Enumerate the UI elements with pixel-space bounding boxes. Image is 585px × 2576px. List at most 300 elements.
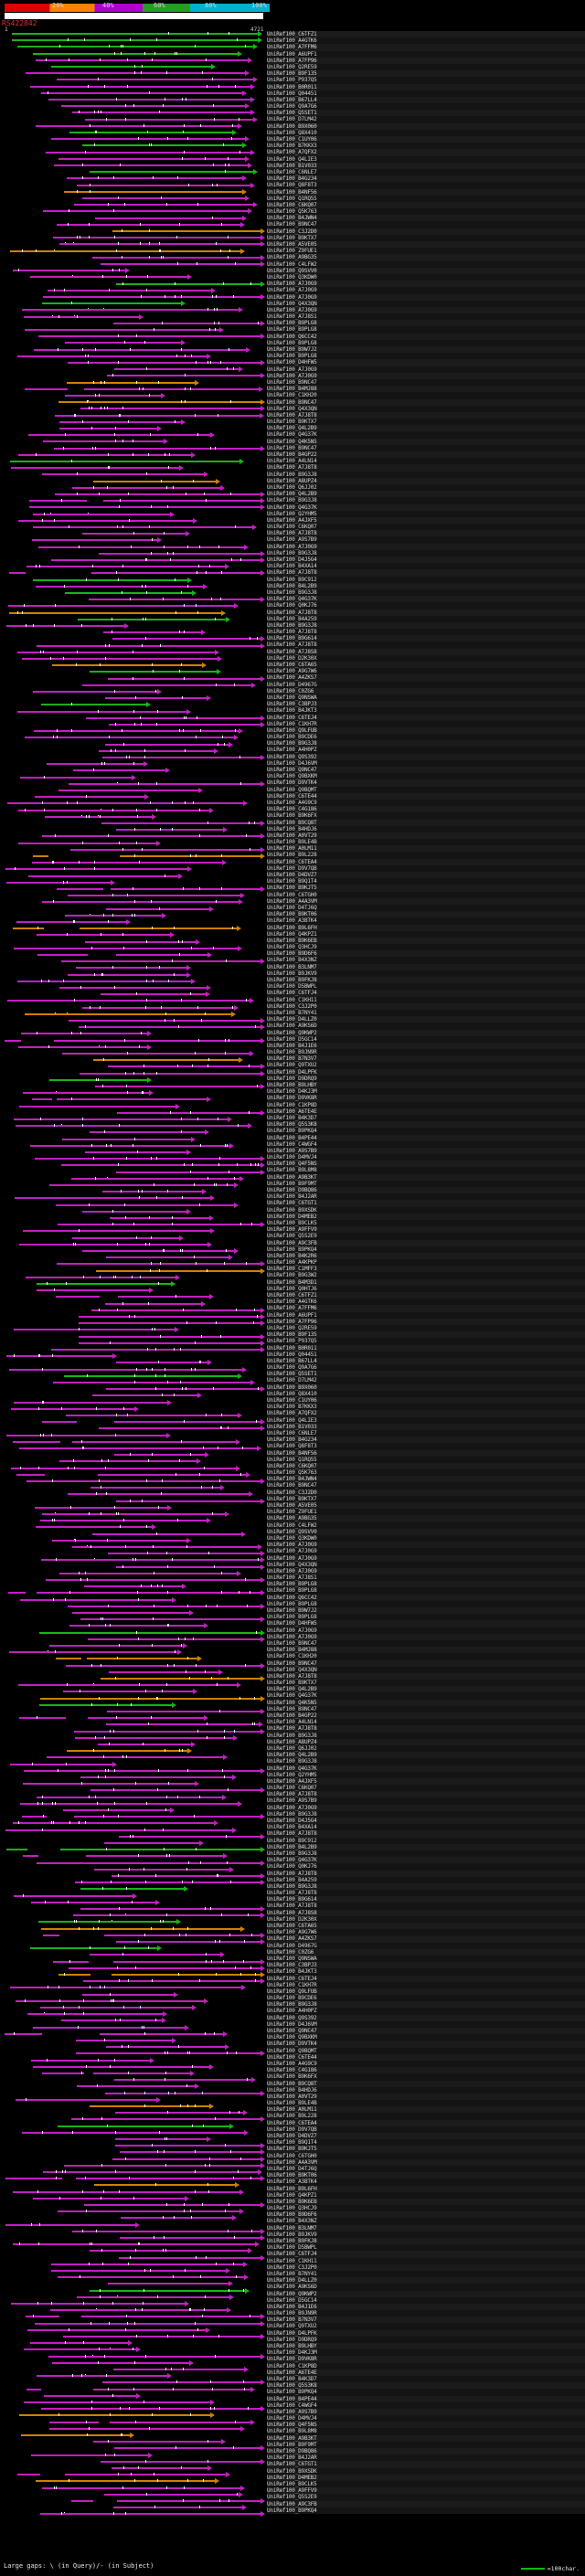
hit-segment[interactable] xyxy=(112,2467,208,2469)
hit-segment[interactable] xyxy=(58,790,198,791)
subject-id-label[interactable]: UniRef100_B4XA14 xyxy=(267,1824,585,1830)
hit-segment[interactable] xyxy=(46,152,250,154)
subject-id-label[interactable]: UniRef100_A7FP96 xyxy=(267,1319,585,1325)
hit-segment[interactable] xyxy=(109,1671,218,1673)
subject-id-label[interactable]: UniRef100_Q9LFUB xyxy=(267,1988,585,1995)
hit-segment[interactable] xyxy=(25,388,69,390)
subject-id-label[interactable]: UniRef100_Q4L2B9 xyxy=(267,491,585,497)
hit-segment[interactable] xyxy=(75,730,239,732)
subject-id-label[interactable]: UniRef100_A9C3FB xyxy=(267,2501,585,2507)
subject-id-label[interactable]: UniRef100_Q9BXKM xyxy=(267,773,585,779)
hit-segment[interactable] xyxy=(58,158,245,160)
subject-id-label[interactable]: UniRef100_A3BTK4 xyxy=(267,2178,585,2185)
subject-id-label[interactable]: UniRef100_A9S7B9 xyxy=(267,2409,585,2415)
subject-id-label[interactable]: UniRef100_B9LHBY xyxy=(267,1082,585,1088)
hit-segment[interactable] xyxy=(108,1553,261,1554)
subject-id-label[interactable]: UniRef100_B4NF56 xyxy=(267,189,585,196)
hit-segment[interactable] xyxy=(59,421,181,423)
subject-id-label[interactable]: UniRef100_D9BQ86 xyxy=(267,2448,585,2454)
hit-segment[interactable] xyxy=(61,105,245,107)
hit-segment[interactable] xyxy=(79,1316,97,1318)
hit-segment[interactable] xyxy=(44,2395,136,2397)
hit-segment[interactable] xyxy=(116,283,261,285)
subject-id-label[interactable]: UniRef100_Q6JJ02 xyxy=(267,1745,585,1752)
subject-id-label[interactable]: UniRef100_Z9FUE1 xyxy=(267,248,585,254)
subject-id-label[interactable]: UniRef100_D9VTK4 xyxy=(267,779,585,786)
hit-segment[interactable] xyxy=(42,2072,84,2074)
subject-id-label[interactable]: UniRef100_C3J2D0 xyxy=(267,1489,585,1496)
subject-id-label[interactable]: UniRef100_Q9TXU2 xyxy=(267,1062,585,1068)
hit-segment[interactable] xyxy=(70,849,261,851)
hit-segment[interactable] xyxy=(82,684,251,686)
subject-id-label[interactable]: UniRef100_A4H0PZ xyxy=(267,747,585,753)
hit-segment[interactable] xyxy=(105,697,207,699)
hit-segment[interactable] xyxy=(97,1316,261,1318)
hit-segment[interactable] xyxy=(36,125,238,127)
subject-id-label[interactable]: UniRef100_C6TGH0 xyxy=(267,892,585,898)
subject-id-label[interactable]: UniRef100_B9G3J8 xyxy=(267,1850,585,1857)
subject-id-label[interactable]: UniRef100_A7J8T8 xyxy=(267,1673,585,1680)
subject-id-label[interactable]: UniRef100_Q8F8T3 xyxy=(267,1443,585,1449)
hit-segment[interactable] xyxy=(19,2414,210,2416)
hit-segment[interactable] xyxy=(72,2231,261,2232)
subject-id-label[interactable]: UniRef100_C6TE44 xyxy=(267,2054,585,2061)
subject-id-label[interactable]: UniRef100_B9FKJ8 xyxy=(267,977,585,983)
subject-id-label[interactable]: UniRef100_C4G186 xyxy=(267,2067,585,2073)
subject-id-label[interactable]: UniRef100_Q8X410 xyxy=(267,1391,585,1397)
hit-segment[interactable] xyxy=(63,1691,192,1692)
subject-id-label[interactable]: UniRef100_B4G234 xyxy=(267,175,585,182)
hit-segment[interactable] xyxy=(13,1441,60,1443)
subject-id-label[interactable]: UniRef100_A4GTK6 xyxy=(267,37,585,44)
hit-segment[interactable] xyxy=(120,2151,261,2153)
hit-segment[interactable] xyxy=(31,2454,147,2456)
hit-segment[interactable] xyxy=(116,1731,261,1733)
subject-id-label[interactable]: UniRef100_A7J8T8 xyxy=(267,464,585,471)
hit-segment[interactable] xyxy=(93,2072,189,2074)
subject-id-label[interactable]: UniRef100_A7QFX2 xyxy=(267,1410,585,1416)
subject-id-label[interactable]: UniRef100_A3BTK4 xyxy=(267,917,585,924)
hit-segment[interactable] xyxy=(92,257,261,259)
hit-segment[interactable] xyxy=(57,224,240,226)
subject-id-label[interactable]: UniRef100_A4LN14 xyxy=(267,1719,585,1725)
subject-id-label[interactable]: UniRef100_C6TEJ4 xyxy=(267,715,585,721)
hit-segment[interactable] xyxy=(37,1862,86,1864)
hit-segment[interactable] xyxy=(16,921,126,923)
hit-segment[interactable] xyxy=(45,816,152,818)
hit-segment[interactable] xyxy=(51,559,261,561)
hit-segment[interactable] xyxy=(21,1033,146,1034)
hit-segment[interactable] xyxy=(39,1632,261,1634)
hit-segment[interactable] xyxy=(80,928,237,929)
hit-segment[interactable] xyxy=(75,1882,261,1883)
hit-segment[interactable] xyxy=(83,1980,261,1982)
hit-segment[interactable] xyxy=(10,1764,112,1765)
hit-segment[interactable] xyxy=(42,835,261,837)
hit-segment[interactable] xyxy=(16,2099,156,2101)
hit-segment[interactable] xyxy=(33,2027,185,2029)
subject-id-label[interactable]: UniRef100_B9L6FH xyxy=(267,925,585,931)
subject-id-label[interactable]: UniRef100_B7N3V7 xyxy=(267,1055,585,1062)
hit-segment[interactable] xyxy=(55,415,260,417)
hit-segment[interactable] xyxy=(112,1875,261,1877)
hit-segment[interactable] xyxy=(24,316,139,318)
subject-id-label[interactable]: UniRef100_B9PKQ4 xyxy=(267,1128,585,1134)
hit-segment[interactable] xyxy=(88,2165,261,2167)
hit-segment[interactable] xyxy=(33,2198,185,2200)
hit-segment[interactable] xyxy=(79,1336,261,1338)
hit-segment[interactable] xyxy=(21,2434,131,2436)
hit-segment[interactable] xyxy=(92,1533,242,1535)
subject-id-label[interactable]: UniRef100_Q4K5N5 xyxy=(267,1700,585,1706)
subject-id-label[interactable]: UniRef100_A9BG35 xyxy=(267,1515,585,1521)
hit-segment[interactable] xyxy=(43,1928,241,1930)
subject-id-label[interactable]: UniRef100_D4KJ3M xyxy=(267,1088,585,1095)
subject-id-label[interactable]: UniRef100_D9BQ86 xyxy=(267,1187,585,1193)
subject-id-label[interactable]: UniRef100_B9F135 xyxy=(267,1331,585,1338)
hit-segment[interactable] xyxy=(80,1776,232,1778)
hit-segment[interactable] xyxy=(51,138,245,140)
hit-segment[interactable] xyxy=(65,2474,226,2475)
hit-segment[interactable] xyxy=(18,1684,238,1686)
subject-id-label[interactable]: UniRef100_A7J8S1 xyxy=(267,313,585,320)
hit-segment[interactable] xyxy=(53,1382,250,1383)
hit-segment[interactable] xyxy=(33,526,253,528)
subject-id-label[interactable]: UniRef100_B7N3V7 xyxy=(267,2316,585,2323)
hit-segment[interactable] xyxy=(114,2447,261,2449)
hit-segment[interactable] xyxy=(38,1921,177,1923)
hit-segment[interactable] xyxy=(113,2507,242,2508)
subject-id-label[interactable]: UniRef100_A4ZKS7 xyxy=(267,674,585,681)
subject-id-label[interactable]: UniRef100_C1KH11 xyxy=(267,997,585,1003)
subject-id-label[interactable]: UniRef100_B9L8M8 xyxy=(267,1167,585,1173)
hit-segment[interactable] xyxy=(56,1296,100,1298)
subject-id-label[interactable]: UniRef100_B4XA14 xyxy=(267,563,585,569)
subject-id-label[interactable]: UniRef100_B9D6F6 xyxy=(267,2211,585,2218)
hit-segment[interactable] xyxy=(76,2040,172,2041)
hit-segment[interactable] xyxy=(41,2013,162,2015)
hit-segment[interactable] xyxy=(90,2105,209,2107)
hit-segment[interactable] xyxy=(12,39,258,41)
hit-segment[interactable] xyxy=(28,875,177,877)
subject-id-label[interactable]: UniRef100_D4J5G4 xyxy=(267,557,585,563)
subject-id-label[interactable]: UniRef100_A0LM11 xyxy=(267,2106,585,2113)
hit-segment[interactable] xyxy=(13,2191,239,2193)
subject-id-label[interactable]: UniRef100_C6TGH0 xyxy=(267,2153,585,2159)
subject-id-label[interactable]: UniRef100_D4HFW5 xyxy=(267,359,585,366)
subject-id-label[interactable]: UniRef100_D4967G xyxy=(267,682,585,688)
hit-segment[interactable] xyxy=(112,638,261,640)
hit-segment[interactable] xyxy=(68,974,186,976)
subject-id-label[interactable]: UniRef100_Q9SVV0 xyxy=(267,268,585,274)
hit-segment[interactable] xyxy=(59,1460,197,1462)
subject-id-label[interactable]: UniRef100_B9L8M8 xyxy=(267,2428,585,2434)
subject-id-label[interactable]: UniRef100_Q4G37K xyxy=(267,1857,585,1863)
subject-id-label[interactable]: UniRef100_Q6CC42 xyxy=(267,334,585,340)
hit-segment[interactable] xyxy=(38,335,261,337)
subject-id-label[interactable]: UniRef100_C6TFZ1 xyxy=(267,1292,585,1299)
subject-id-label[interactable]: UniRef100_A7J8T8 xyxy=(267,610,585,616)
hit-segment[interactable] xyxy=(41,1559,261,1561)
hit-segment[interactable] xyxy=(74,1816,261,1818)
subject-id-label[interactable]: UniRef100_B9KTX7 xyxy=(267,235,585,241)
hit-segment[interactable] xyxy=(11,1468,235,1469)
hit-segment[interactable] xyxy=(83,566,225,567)
subject-id-label[interactable]: UniRef100_D4HFW5 xyxy=(267,1620,585,1627)
hit-segment[interactable] xyxy=(27,2329,206,2331)
subject-id-label[interactable]: UniRef100_B9PKQ4 xyxy=(267,1246,585,1253)
hit-segment[interactable] xyxy=(14,1329,175,1330)
subject-id-label[interactable]: UniRef100_Q4X3QN xyxy=(267,301,585,307)
subject-id-label[interactable]: UniRef100_Q0KJ76 xyxy=(267,602,585,609)
hit-segment[interactable] xyxy=(47,1013,231,1015)
subject-id-label[interactable]: UniRef100_A7J0G9 xyxy=(267,1805,585,1811)
subject-id-label[interactable]: UniRef100_A4G9C9 xyxy=(267,800,585,806)
hit-segment[interactable] xyxy=(10,250,240,252)
subject-id-label[interactable]: UniRef100_D5BWPL xyxy=(267,983,585,990)
hit-segment[interactable] xyxy=(23,1855,37,1857)
subject-id-label[interactable]: UniRef100_A7J0G9 xyxy=(267,373,585,379)
subject-id-label[interactable]: UniRef100_D9VTK4 xyxy=(267,2041,585,2047)
hit-segment[interactable] xyxy=(119,2257,261,2259)
hit-segment[interactable] xyxy=(72,401,261,403)
hit-segment[interactable] xyxy=(68,362,261,364)
hit-segment[interactable] xyxy=(98,1744,190,1745)
hit-segment[interactable] xyxy=(48,2356,261,2358)
subject-id-label[interactable]: UniRef100_B9JKV9 xyxy=(267,970,585,977)
subject-id-label[interactable]: UniRef100_P937Q5 xyxy=(267,1338,585,1344)
hit-segment[interactable] xyxy=(58,1974,90,1976)
hit-segment[interactable] xyxy=(64,191,242,193)
hit-segment[interactable] xyxy=(73,769,165,771)
hit-segment[interactable] xyxy=(109,724,261,726)
subject-id-label[interactable]: UniRef100_A8UPZ4 xyxy=(267,478,585,484)
hit-segment[interactable] xyxy=(82,144,242,146)
subject-id-label[interactable]: UniRef100_A4A3VM xyxy=(267,898,585,905)
subject-id-label[interactable]: UniRef100_B1V033 xyxy=(267,1424,585,1430)
hit-segment[interactable] xyxy=(116,1171,261,1173)
hit-segment[interactable] xyxy=(99,1427,261,1429)
subject-id-label[interactable]: UniRef100_B9K6EB xyxy=(267,2199,585,2205)
subject-id-label[interactable]: UniRef100_B9NC47 xyxy=(267,445,585,451)
subject-id-label[interactable]: UniRef100_B4L2B9 xyxy=(267,1844,585,1850)
subject-id-label[interactable]: UniRef100_B9LE4B xyxy=(267,2100,585,2106)
hit-segment[interactable] xyxy=(51,2263,243,2265)
hit-segment[interactable] xyxy=(113,323,261,324)
subject-id-label[interactable]: UniRef100_B9PLG8 xyxy=(267,1614,585,1620)
subject-id-label[interactable]: UniRef100_Q6JJ02 xyxy=(267,484,585,491)
hit-segment[interactable] xyxy=(84,1585,182,1587)
hit-segment[interactable] xyxy=(116,829,222,831)
hit-segment[interactable] xyxy=(106,1723,259,1725)
subject-id-label[interactable]: UniRef100_B67LL4 xyxy=(267,1358,585,1364)
hit-segment[interactable] xyxy=(53,237,261,239)
hit-segment[interactable] xyxy=(112,1974,261,1976)
subject-id-label[interactable]: UniRef100_B9Q1T4 xyxy=(267,878,585,885)
hit-segment[interactable] xyxy=(30,1947,157,1949)
subject-id-label[interactable]: UniRef100_A7J8S8 xyxy=(267,1910,585,1916)
subject-id-label[interactable]: UniRef100_A7J8T8 xyxy=(267,569,585,576)
subject-id-label[interactable]: UniRef100_Q9NC47 xyxy=(267,767,585,773)
hit-segment[interactable] xyxy=(30,2342,128,2344)
hit-segment[interactable] xyxy=(57,1540,186,1542)
hit-segment[interactable] xyxy=(94,1869,229,1871)
hit-segment[interactable] xyxy=(62,1139,191,1140)
subject-id-label[interactable]: UniRef100_B4MJ88 xyxy=(267,1647,585,1653)
hit-segment[interactable] xyxy=(54,1040,261,1042)
hit-segment[interactable] xyxy=(72,1441,236,1443)
subject-id-label[interactable]: UniRef100_A5VE05 xyxy=(267,241,585,248)
subject-id-label[interactable]: UniRef100_A9S7B9 xyxy=(267,1797,585,1804)
subject-id-label[interactable]: UniRef100_Q9NC47 xyxy=(267,2028,585,2034)
subject-id-label[interactable]: UniRef100_B0R011 xyxy=(267,1345,585,1352)
hit-segment[interactable] xyxy=(48,290,211,292)
subject-id-label[interactable]: UniRef100_Q0KJ76 xyxy=(267,1863,585,1870)
subject-id-label[interactable]: UniRef100_A7J8T8 xyxy=(267,1903,585,1909)
hit-segment[interactable] xyxy=(71,2500,92,2502)
hit-segment[interactable] xyxy=(13,270,125,271)
hit-segment[interactable] xyxy=(94,2184,235,2186)
hit-segment[interactable] xyxy=(57,888,103,890)
hit-segment[interactable] xyxy=(72,1237,179,1239)
subject-id-label[interactable]: UniRef100_C6KQ07 xyxy=(267,202,585,208)
subject-id-label[interactable]: UniRef100_A4LN14 xyxy=(267,458,585,464)
hit-segment[interactable] xyxy=(63,1809,170,1811)
subject-id-label[interactable]: UniRef100_Q4G37K xyxy=(267,1692,585,1699)
hit-segment[interactable] xyxy=(112,2158,261,2160)
subject-id-label[interactable]: UniRef100_Q9TXU2 xyxy=(267,2323,585,2329)
subject-id-label[interactable]: UniRef100_Q5S2E9 xyxy=(267,1233,585,1239)
subject-id-label[interactable]: UniRef100_B9Q1T4 xyxy=(267,2139,585,2146)
hit-segment[interactable] xyxy=(80,1073,261,1075)
hit-segment[interactable] xyxy=(90,1131,205,1133)
subject-id-label[interactable]: UniRef100_C4WGF4 xyxy=(267,1141,585,1148)
hit-segment[interactable] xyxy=(61,960,261,962)
hit-segment[interactable] xyxy=(6,882,111,884)
subject-id-label[interactable]: UniRef100_A4KPKP xyxy=(267,1259,585,1266)
subject-id-label[interactable]: UniRef100_B9XSDK xyxy=(267,2468,585,2475)
subject-id-label[interactable]: UniRef100_C3J2D0 xyxy=(267,228,585,235)
subject-id-label[interactable]: UniRef100_A4ZKS7 xyxy=(267,1935,585,1942)
subject-id-label[interactable]: UniRef100_D5GC14 xyxy=(267,1036,585,1043)
hit-segment[interactable] xyxy=(108,1065,261,1067)
hit-segment[interactable] xyxy=(9,572,26,574)
hit-segment[interactable] xyxy=(106,2046,225,2048)
subject-id-label[interactable]: UniRef100_B4A259 xyxy=(267,616,585,622)
subject-id-label[interactable]: UniRef100_D9DRQ9 xyxy=(267,2337,585,2343)
subject-id-label[interactable]: UniRef100_B4JWN4 xyxy=(267,1476,585,1482)
hit-segment[interactable] xyxy=(78,2296,229,2298)
subject-id-label[interactable]: UniRef100_C6TA65 xyxy=(267,1923,585,1929)
hit-segment[interactable] xyxy=(120,2237,261,2239)
subject-id-label[interactable]: UniRef100_B9JN9R xyxy=(267,1049,585,1055)
subject-id-label[interactable]: UniRef100_A7J8T8 xyxy=(267,1725,585,1732)
hit-segment[interactable] xyxy=(6,1355,112,1357)
subject-id-label[interactable]: UniRef100_A7J8T8 xyxy=(267,1791,585,1797)
subject-id-label[interactable]: UniRef100_A9B3KT xyxy=(267,2435,585,2442)
hit-segment[interactable] xyxy=(17,652,216,653)
subject-id-label[interactable]: UniRef100_B4PE44 xyxy=(267,1135,585,1141)
hit-segment[interactable] xyxy=(33,53,238,55)
subject-id-label[interactable]: UniRef100_B4PE44 xyxy=(267,2396,585,2402)
subject-id-label[interactable]: UniRef100_Q5SET1 xyxy=(267,110,585,116)
subject-id-label[interactable]: UniRef100_B9W7J2 xyxy=(267,346,585,353)
subject-id-label[interactable]: UniRef100_Q5S3K8 xyxy=(267,1121,585,1128)
subject-id-label[interactable]: UniRef100_A7J0G9 xyxy=(267,366,585,373)
hit-segment[interactable] xyxy=(27,2389,41,2390)
subject-id-label[interactable]: UniRef100_B9L228 xyxy=(267,2113,585,2119)
hit-segment[interactable] xyxy=(105,1303,201,1305)
hit-segment[interactable] xyxy=(81,2316,261,2317)
subject-id-label[interactable]: UniRef100_B4JKT3 xyxy=(267,1968,585,1975)
hit-segment[interactable] xyxy=(103,631,201,633)
subject-id-label[interactable]: UniRef100_Q4G37K xyxy=(267,504,585,511)
hit-segment[interactable] xyxy=(5,1040,21,1042)
subject-id-label[interactable]: UniRef100_B9L6FH xyxy=(267,2186,585,2192)
hit-segment[interactable] xyxy=(18,1046,147,1048)
subject-id-label[interactable]: UniRef100_Q4L2B9 xyxy=(267,425,585,431)
hit-segment[interactable] xyxy=(51,66,211,68)
hit-segment[interactable] xyxy=(93,2389,251,2390)
hit-segment[interactable] xyxy=(112,230,261,232)
hit-segment[interactable] xyxy=(53,1961,89,1963)
subject-id-label[interactable]: UniRef100_Q4X3QN xyxy=(267,406,585,412)
hit-segment[interactable] xyxy=(57,79,253,80)
subject-id-label[interactable]: UniRef100_C1KP8D xyxy=(267,2363,585,2369)
hit-segment[interactable] xyxy=(115,2138,207,2140)
hit-segment[interactable] xyxy=(82,1862,261,1864)
hit-segment[interactable] xyxy=(33,579,187,581)
hit-segment[interactable] xyxy=(77,2085,195,2087)
hit-segment[interactable] xyxy=(25,329,219,331)
subject-id-label[interactable]: UniRef100_Q8X410 xyxy=(267,130,585,136)
subject-id-label[interactable]: UniRef100_A7FFM6 xyxy=(267,1305,585,1311)
subject-id-label[interactable]: UniRef100_Q9KWP2 xyxy=(267,1030,585,1036)
subject-id-label[interactable]: UniRef100_A9FFV9 xyxy=(267,1226,585,1233)
hit-segment[interactable] xyxy=(80,1908,261,1910)
subject-id-label[interactable]: UniRef100_B4G234 xyxy=(267,1436,585,1443)
hit-segment[interactable] xyxy=(113,2369,245,2370)
subject-id-label[interactable]: UniRef100_B9KTX7 xyxy=(267,1496,585,1502)
hit-segment[interactable] xyxy=(104,2494,239,2496)
hit-segment[interactable] xyxy=(114,368,239,370)
hit-segment[interactable] xyxy=(5,2033,42,2035)
hit-segment[interactable] xyxy=(79,1342,261,1344)
hit-segment[interactable] xyxy=(35,2323,261,2325)
subject-id-label[interactable]: UniRef100_B9F135 xyxy=(267,70,585,77)
hit-segment[interactable] xyxy=(82,1211,186,1213)
subject-id-label[interactable]: UniRef100_B4HDJ6 xyxy=(267,826,585,832)
hit-segment[interactable] xyxy=(86,717,261,719)
hit-segment[interactable] xyxy=(95,1086,261,1087)
hit-segment[interactable] xyxy=(47,1756,223,1758)
subject-id-label[interactable]: UniRef100_B9G3J8 xyxy=(267,622,585,629)
hit-segment[interactable] xyxy=(50,1797,222,1798)
subject-id-label[interactable]: UniRef100_B9G3J8 xyxy=(267,2001,585,2008)
hit-segment[interactable] xyxy=(77,185,250,186)
subject-id-label[interactable]: UniRef100_B9G3J8 xyxy=(267,1883,585,1890)
subject-id-label[interactable]: UniRef100_Q6CC42 xyxy=(267,1595,585,1601)
hit-segment[interactable] xyxy=(16,1474,45,1476)
subject-id-label[interactable]: UniRef100_Q5S2E9 xyxy=(267,2494,585,2500)
subject-id-label[interactable]: UniRef100_B9KJT5 xyxy=(267,2146,585,2152)
subject-id-label[interactable]: UniRef100_C1KH20 xyxy=(267,392,585,398)
subject-id-label[interactable]: UniRef100_Q9NSWA xyxy=(267,694,585,701)
subject-id-label[interactable]: UniRef100_B4GP22 xyxy=(267,451,585,458)
hit-segment[interactable] xyxy=(14,1118,229,1120)
hit-segment[interactable] xyxy=(69,382,195,384)
subject-id-label[interactable]: UniRef100_B9G3J8 xyxy=(267,1758,585,1765)
